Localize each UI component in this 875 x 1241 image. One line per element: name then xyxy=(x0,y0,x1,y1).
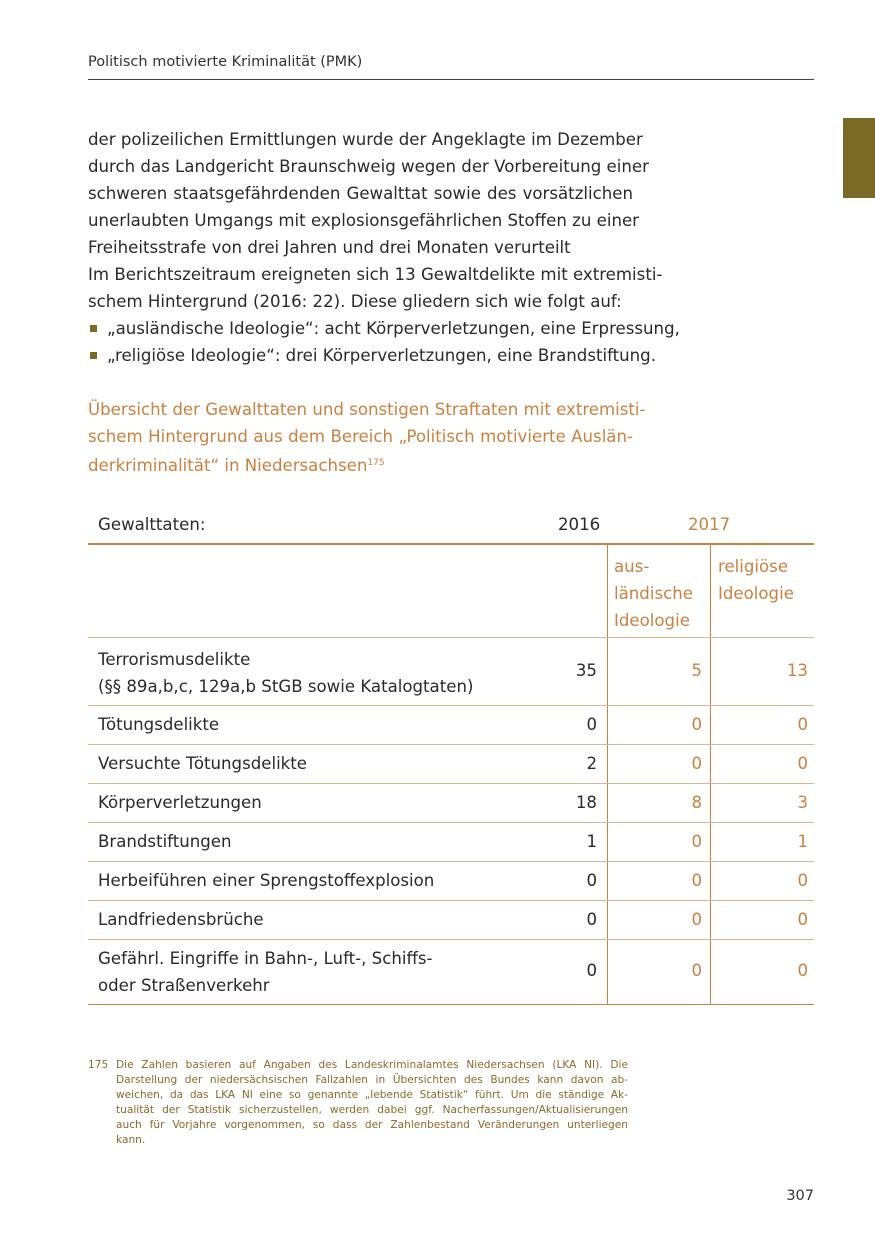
value-religioes: 0 xyxy=(797,961,808,980)
value-religioes: 0 xyxy=(797,871,808,890)
bullet-item xyxy=(88,315,680,342)
value-2016: 0 xyxy=(586,961,597,980)
value-religioes: 0 xyxy=(797,715,808,734)
subheader-religioes xyxy=(718,553,794,607)
subheader-line: ländische xyxy=(614,584,693,603)
body-line: schweren staatsgefährdenden Gewalttat sowie des vorsätzlichen xyxy=(88,184,633,203)
header-label: Gewalttaten: xyxy=(98,515,206,534)
row-label: Brandstiftungen xyxy=(98,832,232,851)
table-title xyxy=(88,396,646,479)
value-religioes: 13 xyxy=(786,661,808,680)
footnote-line: Darstellung der niedersächsischen Fallzahlen in Übersichten des Bundes kann davon ab- xyxy=(116,1074,628,1086)
table-row xyxy=(88,745,814,784)
row-label: Landfriedensbrüche xyxy=(98,910,264,929)
column-divider xyxy=(710,745,711,783)
table-title-text: derkriminalität“ in Niedersachsen xyxy=(88,456,368,475)
table-row xyxy=(88,862,814,901)
column-divider xyxy=(710,784,711,822)
subheader-row xyxy=(88,545,814,638)
column-divider xyxy=(607,545,608,637)
bullet-text: „religiöse Ideologie“: drei Körperverletzungen, eine Brandstiftung. xyxy=(107,346,656,365)
column-divider xyxy=(710,638,711,705)
value-2016: 2 xyxy=(586,754,597,773)
value-religioes: 1 xyxy=(797,832,808,851)
column-divider xyxy=(710,940,711,1004)
value-auslaendisch: 0 xyxy=(691,754,702,773)
value-religioes: 0 xyxy=(797,910,808,929)
running-header: Politisch motivierte Kriminalität (PMK) xyxy=(88,54,363,70)
bullet-text: „ausländische Ideologie“: acht Körperverletzungen, eine Erpressung, xyxy=(107,319,680,338)
value-religioes: 3 xyxy=(797,793,808,812)
table-row xyxy=(88,901,814,940)
subheader-line: Ideologie xyxy=(614,611,690,630)
column-divider xyxy=(710,901,711,939)
table-title-line: Übersicht der Gewalttaten und sonstigen Straftaten mit extremisti- xyxy=(88,400,646,419)
page-number: 307 xyxy=(786,1188,814,1204)
table-row xyxy=(88,784,814,823)
value-2016: 0 xyxy=(586,910,597,929)
value-auslaendisch: 0 xyxy=(691,715,702,734)
body-line: der polizeilichen Ermittlungen wurde der Angeklagte im Dezember xyxy=(88,130,643,149)
row-label: Tötungsdelikte xyxy=(98,715,220,734)
header-rule xyxy=(88,79,814,80)
value-auslaendisch: 0 xyxy=(691,871,702,890)
chapter-tab-marker xyxy=(843,118,875,198)
footnote-line: tualität der Statistik sicherzustellen, werden dabei ggf. Nacherfassungen/Aktualisierungen xyxy=(116,1104,628,1116)
column-divider xyxy=(607,706,608,744)
row-label-line: Terrorismusdelikte xyxy=(98,650,251,669)
row-label: Körperverletzungen xyxy=(98,793,262,812)
column-divider xyxy=(607,823,608,861)
column-divider xyxy=(710,862,711,900)
value-auslaendisch: 8 xyxy=(691,793,702,812)
footnote-line: auch für Vorjahre vorgenommen, so dass der Zahlenbestand Veränderungen unterliegen xyxy=(116,1119,628,1131)
table-title-line: schem Hintergrund aus dem Bereich „Politisch motivierte Auslän- xyxy=(88,427,633,446)
footnote-text xyxy=(116,1058,628,1148)
bullet-square-icon xyxy=(90,352,97,359)
value-2016: 35 xyxy=(575,661,597,680)
bullet-list xyxy=(88,315,680,369)
body-line: durch das Landgericht Braunschweig wegen der Vorbereitung einer xyxy=(88,157,649,176)
table-title-line xyxy=(88,450,633,479)
column-divider xyxy=(710,706,711,744)
column-divider xyxy=(607,862,608,900)
value-2016: 1 xyxy=(586,832,597,851)
column-divider xyxy=(607,901,608,939)
row-label xyxy=(98,646,473,700)
body-line: Freiheitsstrafe von drei Jahren und drei Monaten verurteilt xyxy=(88,238,571,257)
value-2016: 0 xyxy=(586,715,597,734)
column-divider xyxy=(710,823,711,861)
footnote-line: weichen, da das LKA NI eine so genannte „lebende Statistik“ führt. Um die ständige Ak- xyxy=(116,1089,628,1101)
body-line: Im Berichtszeitraum ereigneten sich 13 Gewaltdelikte mit extremisti- xyxy=(88,265,663,284)
value-2016: 18 xyxy=(575,793,597,812)
row-label xyxy=(98,945,433,999)
body-line: unerlaubten Umgangs mit explosionsgefährlichen Stoffen zu einer xyxy=(88,211,639,230)
column-divider xyxy=(607,940,608,1004)
value-auslaendisch: 0 xyxy=(691,832,702,851)
row-label-line: oder Straßenverkehr xyxy=(98,976,270,995)
subheader-line: religiöse xyxy=(718,557,789,576)
subheader-auslaendisch xyxy=(614,553,693,634)
body-paragraph xyxy=(88,126,663,315)
year-2016-header: 2016 xyxy=(558,515,601,534)
footnote-line: Die Zahlen basieren auf Angaben des Landeskriminalamtes Niedersachsen (LKA NI). Die xyxy=(116,1059,628,1071)
bullet-item xyxy=(88,342,656,369)
statistics-table xyxy=(88,508,814,1005)
row-label-line: (§§ 89a,b,c, 129a,b StGB sowie Katalogtaten) xyxy=(98,677,474,696)
value-auslaendisch: 0 xyxy=(691,961,702,980)
row-label: Versuchte Tötungsdelikte xyxy=(98,754,308,773)
footnote-number: 175 xyxy=(88,1059,109,1071)
table-row xyxy=(88,823,814,862)
subheader-line: aus- xyxy=(614,557,650,576)
row-label: Herbeiführen einer Sprengstoffexplosion xyxy=(98,871,435,890)
table-row xyxy=(88,940,814,1005)
table-row xyxy=(88,706,814,745)
column-divider xyxy=(607,638,608,705)
table-header xyxy=(88,508,814,543)
footnote-ref: 175 xyxy=(367,458,385,468)
column-divider xyxy=(607,745,608,783)
body-line: schem Hintergrund (2016: 22). Diese gliedern sich wie folgt auf: xyxy=(88,292,622,311)
year-2017-header: 2017 xyxy=(688,515,731,534)
row-label-line: Gefährl. Eingriffe in Bahn-, Luft-, Schiffs- xyxy=(98,949,433,968)
value-auslaendisch: 0 xyxy=(691,910,702,929)
value-religioes: 0 xyxy=(797,754,808,773)
bullet-square-icon xyxy=(90,325,97,332)
subheader-line: Ideologie xyxy=(718,584,794,603)
table-row xyxy=(88,638,814,706)
footnote-line: kann. xyxy=(116,1134,146,1146)
column-divider xyxy=(710,545,711,637)
value-2016: 0 xyxy=(586,871,597,890)
column-divider xyxy=(607,784,608,822)
value-auslaendisch: 5 xyxy=(691,661,702,680)
